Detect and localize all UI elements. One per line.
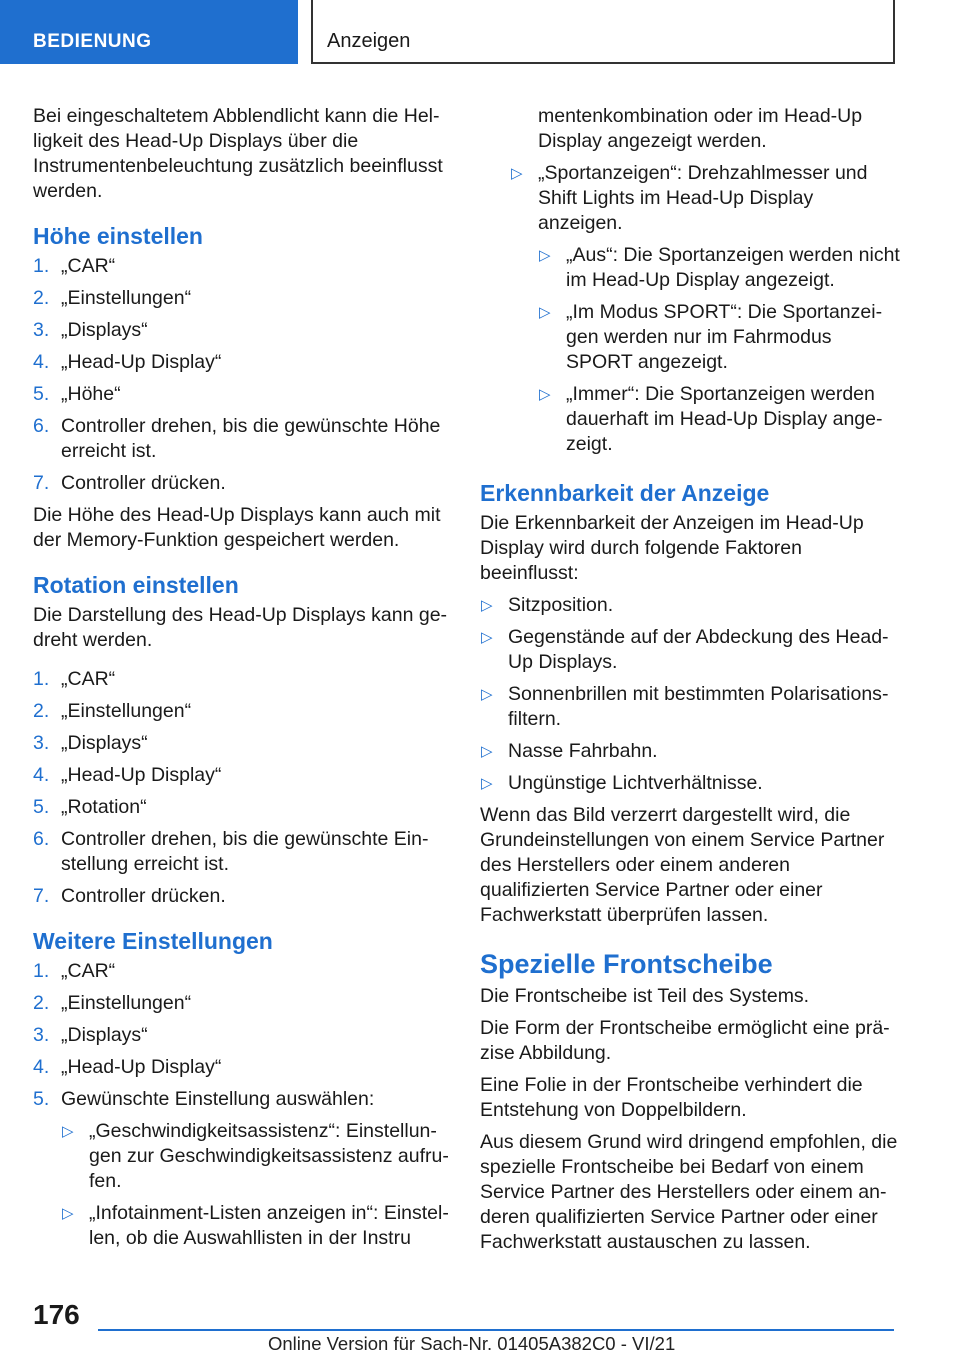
left-column — [33, 104, 453, 1258]
list-item: 6. Controller drehen, bis die gewünschte Höhe erreicht ist. — [33, 415, 441, 462]
footer-text: Online Version für Sach-Nr. 01405A382C0 - VI/21 — [268, 1333, 676, 1354]
list-item: ▷ „Im Modus SPORT“: Die Sportanzeigen werden nur im Fahrmodus SPORT angezeigt. — [539, 301, 883, 373]
visibility-intro: Die Erkennbarkeit der Anzeigen im Head-Up Display wird durch folgende Faktoren beeinflusst: — [480, 512, 864, 584]
sport-bullets — [510, 161, 900, 457]
list-item: ▷ „Aus“: Die Sportanzeigen werden nicht im Head-Up Display angezeigt. — [539, 244, 900, 291]
triangle-bullet-icon: ▷ — [481, 775, 493, 792]
list-item: ▷ „Geschwindigkeitsassistenz“: Einstellungen zur Geschwindigkeitsassistenz aufrufen. — [62, 1120, 449, 1192]
triangle-bullet-icon: ▷ — [481, 743, 493, 760]
list-item: ▷ Nasse Fahrbahn. — [481, 740, 658, 762]
list-item: 4. „Head-Up Display“ — [33, 1056, 222, 1078]
list-item: ▷ „Sportanzeigen“: Drehzahlmesser und Shift Lights im Head-Up Display anzeigen. ▷ „Aus“: Die Sportanzeigen werden nicht im Head-Up Display angezeigt. ▷ „Im Modus SPORT“: Die Sportanzeigen werden nur im Fahrmodus SPORT angezeigt. ▷ „Immer“: Die Sportanzeigen werden dauerhaft im Head-Up Display angezeigt. — [511, 162, 900, 455]
windscreen-p1: Die Frontscheibe ist Teil des Systems. — [480, 985, 810, 1007]
triangle-bullet-icon: ▷ — [511, 165, 523, 182]
list-item: 4. „Head-Up Display“ — [33, 351, 222, 373]
section-label: Anzeigen — [327, 30, 411, 52]
page-number: 176 — [33, 1299, 80, 1330]
triangle-bullet-icon: ▷ — [539, 386, 551, 403]
list-item: 3. „Displays“ — [33, 1024, 148, 1046]
list-item: ▷ Gegenstände auf der Abdeckung des Head-Up Displays. — [481, 626, 889, 673]
list-item: 5. „Rotation“ — [33, 796, 147, 818]
sport-sub-bullets — [538, 243, 900, 457]
intro-paragraph: Bei eingeschaltetem Abblendlicht kann die Helligkeit des Head-Up Displays über die Instrumentenbeleuchtung zusätzlich beeinflusst werden. — [33, 105, 443, 202]
triangle-bullet-icon: ▷ — [62, 1205, 74, 1222]
memory-note: Die Höhe des Head-Up Displays kann auch mit der Memory-Funktion gespeichert werden. — [33, 504, 441, 551]
rotation-intro: Die Darstellung des Head-Up Displays kann gedreht werden. — [33, 604, 448, 651]
windscreen-p4: Aus diesem Grund wird dringend empfohlen, die spezielle Frontscheibe bei Bedarf von einem Service Partner des Herstellers oder einem anderen qualifizierten Service Partner oder einer Fachwerkstatt austauschen zu lassen. — [480, 1131, 898, 1253]
list-item: 2. „Einstellungen“ — [33, 287, 192, 309]
windscreen-p3: Eine Folie in der Frontscheibe verhindert die Entstehung von Doppelbildern. — [480, 1074, 863, 1121]
triangle-bullet-icon: ▷ — [62, 1123, 74, 1140]
triangle-bullet-icon: ▷ — [539, 304, 551, 321]
right-column — [480, 104, 900, 1262]
steps-weitere — [33, 959, 453, 1251]
list-item: 3. „Displays“ — [33, 732, 148, 754]
list-item: 5. Gewünschte Einstellung auswählen: ▷ „Geschwindigkeitsassistenz“: Einstellungen zur Geschwindigkeitsassistenz aufrufen. ▷ „Infotainment-Listen anzeigen in“: Einstellen, ob die Auswahllisten in der Instru — [33, 1087, 453, 1251]
triangle-bullet-icon: ▷ — [481, 597, 493, 614]
list-item: ▷ Sitzposition. — [481, 594, 614, 616]
steps-rotation — [33, 667, 453, 909]
visibility-note: Wenn das Bild verzerrt dargestellt wird, die Grundeinstellungen von einem Service Partner des Herstellers oder einem anderen qualifizierten Service Partner oder einer Fachwerkstatt überprüfen lassen. — [480, 804, 885, 926]
list-item: 3. „Displays“ — [33, 319, 148, 341]
triangle-bullet-icon: ▷ — [539, 247, 551, 264]
list-item: 6. Controller drehen, bis die gewünschte Einstellung erreicht ist. — [33, 828, 429, 875]
list-item: 1. „CAR“ — [33, 960, 116, 982]
continuation-text: mentenkombination oder im Head-Up Display angezeigt werden. — [538, 105, 863, 152]
visibility-bullets — [480, 593, 900, 796]
list-item: ▷ Ungünstige Lichtverhältnisse. — [481, 772, 763, 794]
list-item: 1. „CAR“ — [33, 668, 116, 690]
section-header — [311, 0, 895, 64]
triangle-bullet-icon: ▷ — [481, 629, 493, 646]
chapter-label: BEDIENUNG — [33, 31, 152, 52]
list-item: ▷ Sonnenbrillen mit bestimmten Polarisationsfiltern. — [481, 683, 889, 730]
list-item: 7. Controller drücken. — [33, 472, 226, 494]
list-item: 2. „Einstellungen“ — [33, 700, 192, 722]
heading-erkennbarkeit: Erkennbarkeit der Anzeige — [480, 480, 770, 506]
list-item: 1. „CAR“ — [33, 255, 116, 277]
heading-hoehe: Höhe einstellen — [33, 223, 203, 249]
list-item: 4. „Head-Up Display“ — [33, 764, 222, 786]
steps-hoehe — [33, 254, 453, 496]
heading-rotation: Rotation einstellen — [33, 572, 239, 598]
chapter-tab — [0, 0, 298, 64]
sub-bullets-weitere — [61, 1119, 453, 1251]
triangle-bullet-icon: ▷ — [481, 686, 493, 703]
list-item: ▷ „Immer“: Die Sportanzeigen werden dauerhaft im Head-Up Display angezeigt. — [539, 383, 883, 455]
list-item: 2. „Einstellungen“ — [33, 992, 192, 1014]
windscreen-p2: Die Form der Frontscheibe ermöglicht eine präzise Abbildung. — [480, 1017, 890, 1064]
heading-weitere: Weitere Einstellungen — [33, 928, 273, 954]
list-item: 5. „Höhe“ — [33, 383, 121, 405]
list-item: ▷ „Infotainment-Listen anzeigen in“: Einstellen, ob die Auswahllisten in der Instru — [62, 1202, 449, 1249]
list-item: 7. Controller drücken. — [33, 885, 226, 907]
footer-divider — [98, 1329, 894, 1331]
heading-frontscheibe: Spezielle Frontscheibe — [480, 949, 773, 979]
